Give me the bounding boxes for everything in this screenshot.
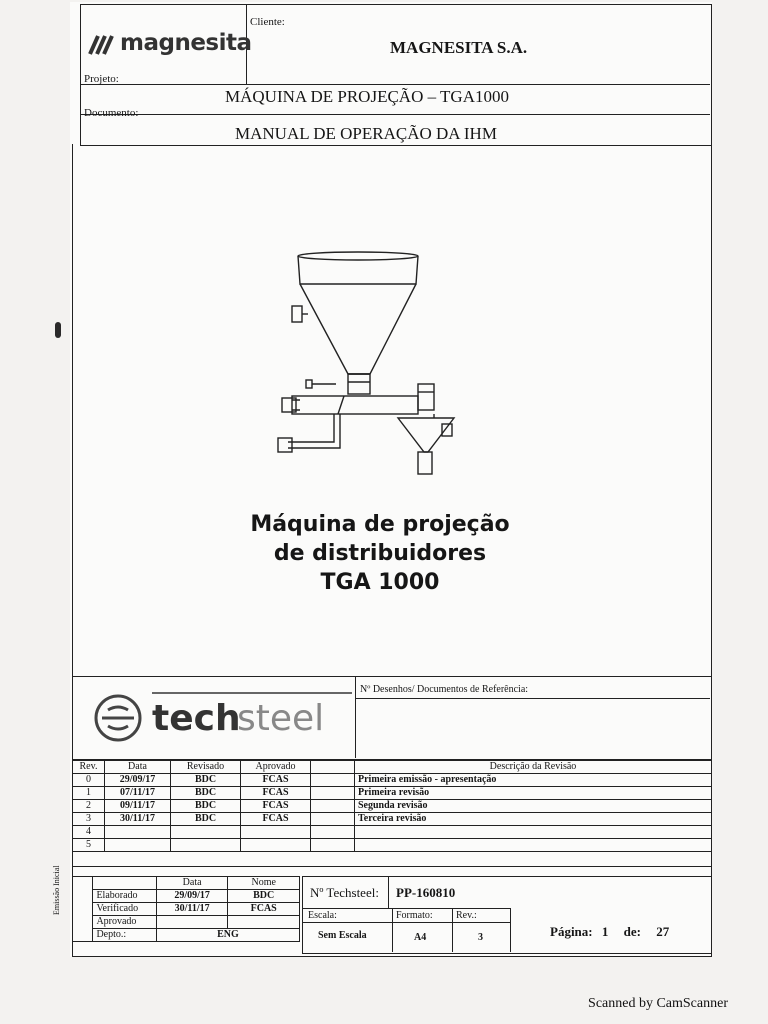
formato-label: Formato:	[396, 910, 433, 921]
table-row	[73, 890, 300, 903]
doc-info-row-divider	[302, 908, 510, 909]
revision-spacer	[311, 800, 355, 813]
revisions-header-spacer	[311, 761, 355, 774]
revision-date: 07/11/17	[105, 787, 171, 800]
issue-verificado-label: Verificado	[93, 903, 156, 916]
de-label: de:	[623, 924, 641, 939]
revision-spacer	[311, 826, 355, 839]
client-label: Cliente:	[250, 16, 285, 28]
issue-verificado-date: 30/11/17	[156, 903, 228, 916]
revision-spacer	[311, 787, 355, 800]
revision-number: 5	[73, 839, 105, 852]
table-row	[73, 929, 300, 942]
techsteel-logo-mark-icon	[92, 692, 144, 744]
issue-aprovado-label: Aprovado	[93, 916, 156, 929]
revisions-table	[72, 760, 712, 867]
project-label: Projeto:	[84, 73, 119, 85]
revision-date	[105, 839, 171, 852]
revision-description	[355, 839, 712, 852]
issue-verificado-name: FCAS	[228, 903, 300, 916]
revision-date	[105, 826, 171, 839]
doc-info-subrow-divider	[302, 922, 510, 923]
pagina-value: 1	[601, 924, 609, 939]
revisions-header-reviewed: Revisado	[171, 761, 241, 774]
revisions-header-date: Data	[105, 761, 171, 774]
doc-info-col-divider-4	[510, 908, 511, 952]
revision-approver	[241, 826, 311, 839]
escala-label: Escala:	[308, 910, 337, 921]
table-row	[73, 903, 300, 916]
binder-hole	[55, 322, 61, 338]
doc-info-col-divider-1	[388, 876, 389, 908]
revision-spacer	[311, 813, 355, 826]
revision-approver: FCAS	[241, 787, 311, 800]
formato-value: A4	[414, 932, 427, 943]
issue-table	[52, 865, 300, 942]
document-name: MANUAL DE OPERAÇÃO DA IHM	[235, 124, 497, 143]
techsteel-wordmark-light: steel	[237, 698, 325, 739]
techsteel-logo	[92, 690, 352, 750]
issue-header-row	[73, 877, 300, 890]
revision-description: Segunda revisão	[355, 800, 712, 813]
revisions-header-rev: Rev.	[73, 761, 105, 774]
revisions-header-approved: Aprovado	[241, 761, 311, 774]
issue-vertical-text: Emissão Inicial	[52, 865, 61, 915]
revisions-header-description: Descrição da Revisão	[355, 761, 712, 774]
cover-title-line-2: de distribuidores	[273, 541, 487, 566]
issue-aprovado-name	[228, 916, 300, 929]
cover-title	[230, 510, 530, 597]
revisions-blank-row	[73, 852, 712, 867]
issue-elaborado-date: 29/09/17	[156, 890, 228, 903]
company-block-divider	[355, 676, 356, 758]
revision-number: 2	[73, 800, 105, 813]
doc-info-col-divider-3	[452, 908, 453, 952]
table-row	[73, 916, 300, 929]
header-row-divider-1	[80, 84, 710, 85]
revision-spacer	[311, 839, 355, 852]
revision-description: Terceira revisão	[355, 813, 712, 826]
machine-drawing-icon	[278, 244, 518, 484]
table-row	[73, 800, 712, 813]
techsteel-logo-rule	[152, 692, 352, 694]
issue-col-date: Data	[156, 877, 228, 890]
table-row	[73, 813, 712, 826]
header-row-divider-2	[80, 114, 710, 115]
revision-date: 29/09/17	[105, 774, 171, 787]
revision-reviewer	[171, 826, 241, 839]
revision-date: 09/11/17	[105, 800, 171, 813]
cover-title-line-1: Máquina de projeção	[250, 512, 510, 537]
revision-date: 30/11/17	[105, 813, 171, 826]
issue-corner	[93, 877, 156, 890]
revision-description	[355, 826, 712, 839]
table-row	[73, 787, 712, 800]
revision-approver: FCAS	[241, 800, 311, 813]
magnesita-logo-mark-icon	[88, 34, 120, 56]
document-label: Documento:	[84, 107, 139, 119]
issue-vertical-label	[52, 865, 93, 942]
doc-info-col-divider-2	[392, 908, 393, 952]
project-name: MÁQUINA DE PROJEÇÃO – TGA1000	[225, 87, 509, 106]
revision-reviewer: BDC	[171, 787, 241, 800]
revision-reviewer: BDC	[171, 774, 241, 787]
magnesita-logo	[88, 30, 252, 60]
revision-spacer	[311, 774, 355, 787]
issue-depto-label: Depto.:	[93, 929, 156, 942]
issue-depto-value: ENG	[156, 929, 299, 942]
table-row	[73, 774, 712, 787]
client-name: MAGNESITA S.A.	[390, 38, 528, 57]
table-row	[73, 826, 712, 839]
revision-reviewer	[171, 839, 241, 852]
techsteel-number-value: PP-160810	[396, 885, 456, 900]
page-counter	[550, 924, 669, 940]
issue-aprovado-date	[156, 916, 228, 929]
revision-number: 1	[73, 787, 105, 800]
table-row	[73, 839, 712, 852]
total-pages: 27	[656, 924, 670, 939]
references-label: Nº Desenhos/ Documentos de Referência:	[360, 684, 529, 695]
magnesita-wordmark: magnesita	[120, 30, 252, 56]
issue-elaborado-name: BDC	[228, 890, 300, 903]
references-label-underline	[355, 698, 710, 699]
revision-reviewer: BDC	[171, 800, 241, 813]
rev-label: Rev.:	[456, 910, 477, 921]
issue-elaborado-label: Elaborado	[93, 890, 156, 903]
issue-col-name: Nome	[228, 877, 300, 890]
revisions-header-row	[73, 761, 712, 774]
revision-number: 3	[73, 813, 105, 826]
revision-approver: FCAS	[241, 774, 311, 787]
revision-number: 0	[73, 774, 105, 787]
revision-number: 4	[73, 826, 105, 839]
revision-reviewer: BDC	[171, 813, 241, 826]
techsteel-wordmark-bold: tech	[152, 698, 241, 739]
cover-title-line-3: TGA 1000	[320, 570, 440, 595]
pagina-label: Página:	[550, 924, 593, 939]
escala-value: Sem Escala	[318, 930, 367, 941]
scanner-watermark: Scanned by CamScanner	[588, 996, 728, 1011]
document-sheet	[52, 2, 712, 957]
revision-description: Primeira revisão	[355, 787, 712, 800]
revision-approver	[241, 839, 311, 852]
revision-approver: FCAS	[241, 813, 311, 826]
revision-description: Primeira emissão - apresentação	[355, 774, 712, 787]
techsteel-number-label: Nº Techsteel:	[310, 885, 379, 900]
rev-value: 3	[478, 932, 483, 943]
